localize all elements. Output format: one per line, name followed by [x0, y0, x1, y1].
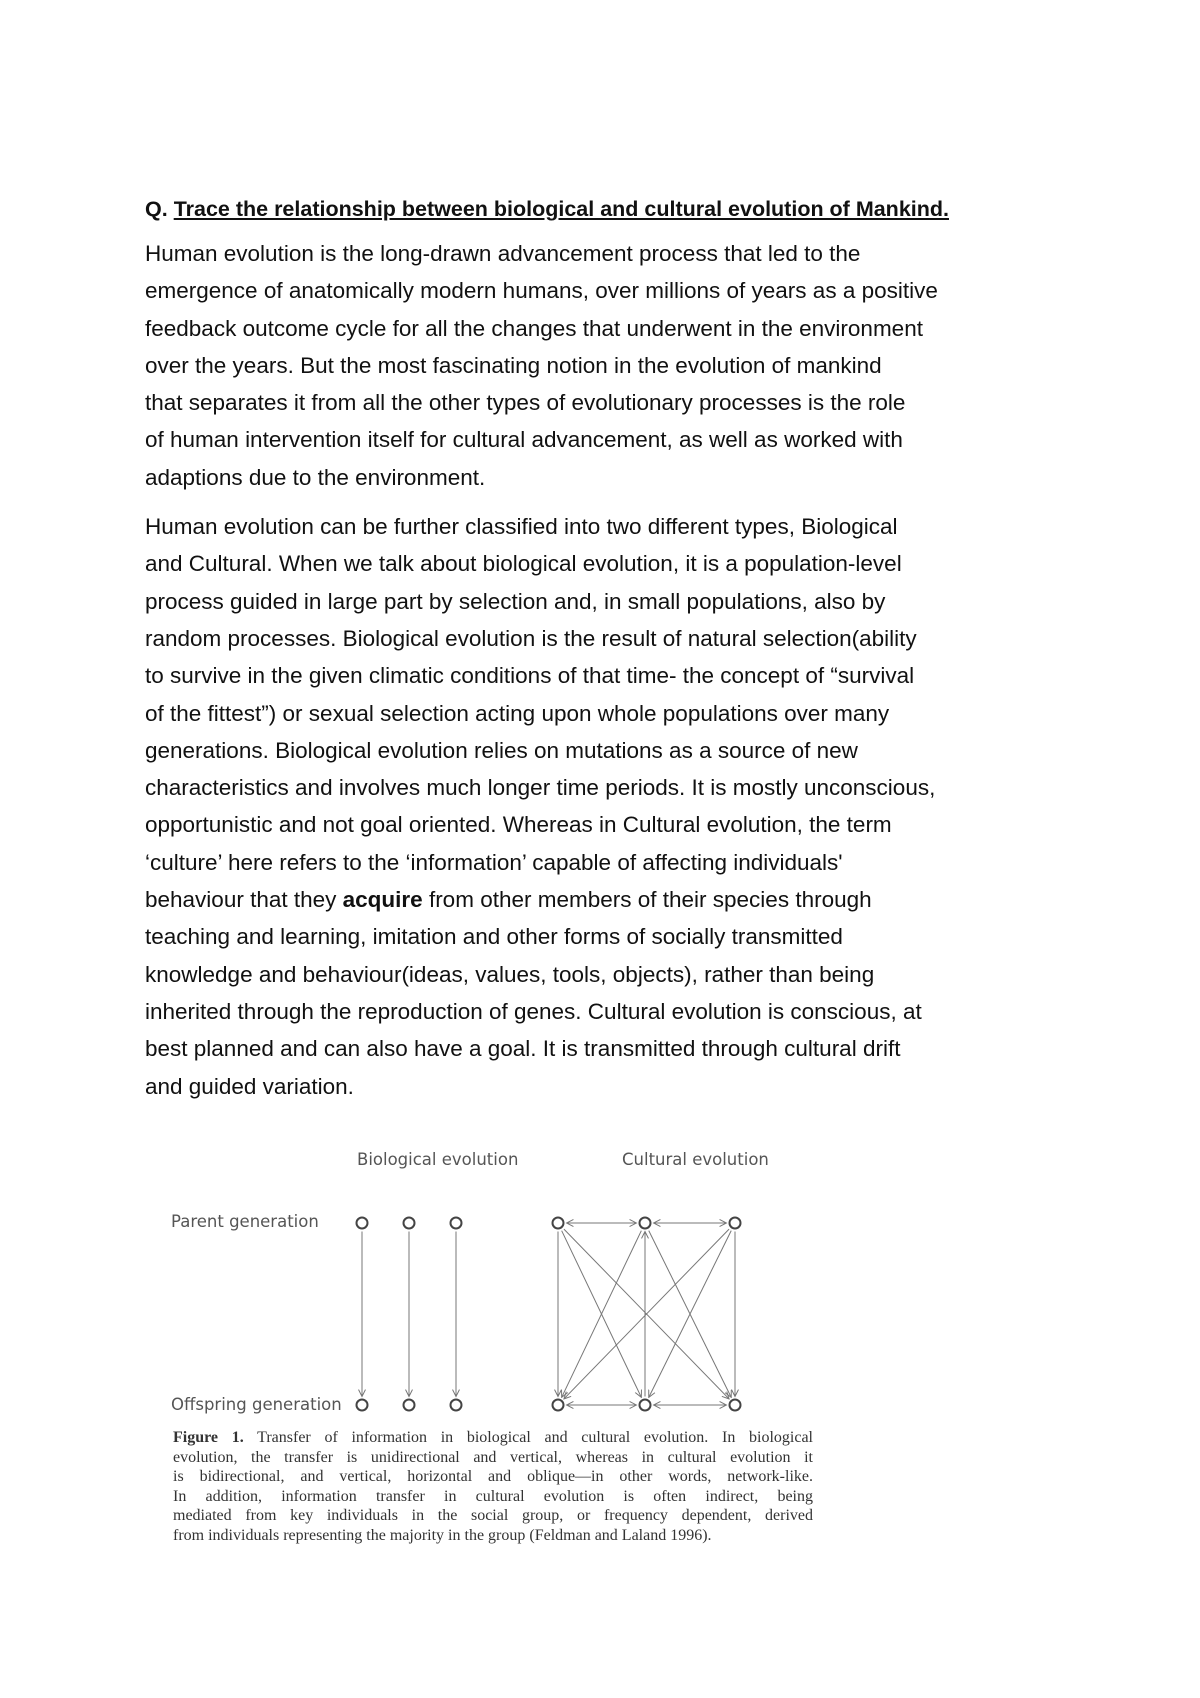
paragraph-types — [145, 508, 1065, 1105]
bold-term: acquire — [342, 887, 423, 913]
paragraph-line: ‘culture’ here refers to the ‘information’ capable of affecting individuals' — [145, 849, 843, 875]
question-heading — [145, 195, 1065, 223]
bio-parent-node — [451, 1218, 462, 1229]
paragraph-line: of human intervention itself for cultural advancement, as well as worked with — [145, 427, 903, 453]
cult-offspring-node — [553, 1400, 564, 1411]
paragraph-line: of the fittest”) or sexual selection acting upon whole populations over many — [145, 700, 890, 726]
bio-parent-node — [404, 1218, 415, 1229]
cultural-arrows — [558, 1223, 735, 1405]
caption-line: from individuals representing the majority in the group (Feldman and Laland 1996). — [173, 1526, 712, 1544]
text-run: behaviour that they — [145, 887, 343, 913]
text-run: from other members of their species through — [422, 887, 872, 913]
cult-parent-node — [730, 1218, 741, 1229]
cult-parent-node — [553, 1218, 564, 1229]
paragraph-line: inherited through the reproduction of genes. Cultural evolution is conscious, at — [145, 998, 922, 1024]
heading-cultural: Cultural evolution — [622, 1150, 769, 1169]
label-parent-generation: Parent generation — [171, 1212, 319, 1231]
question-text: Trace the relationship between biological and cultural evolution of Mankind. — [173, 197, 949, 221]
paragraph-line: opportunistic and not goal oriented. Whereas in Cultural evolution, the term — [145, 812, 892, 838]
document-body — [145, 195, 1065, 1117]
paragraph-line: and guided variation. — [145, 1073, 354, 1099]
label-offspring-generation: Offspring generation — [171, 1395, 342, 1414]
paragraph-line: adaptions due to the environment. — [145, 464, 486, 490]
paragraph-intro — [145, 235, 1065, 496]
figure-caption — [173, 1428, 813, 1545]
cult-offspring-node — [730, 1400, 741, 1411]
paragraph-line-with-bold — [145, 881, 1065, 918]
bio-parent-node — [357, 1218, 368, 1229]
caption-line: In addition, information transfer in cultural evolution is often indirect, being — [173, 1487, 813, 1505]
paragraph-line: process guided in large part by selection and, in small populations, also by — [145, 588, 886, 614]
paragraph-line: Human evolution can be further classified into two different types, Biological — [145, 514, 898, 540]
paragraph-line: characteristics and involves much longer time periods. It is mostly unconscious, — [145, 775, 936, 801]
paragraph-line: random processes. Biological evolution is the result of natural selection(ability — [145, 625, 917, 651]
paragraph-line: best planned and can also have a goal. It is transmitted through cultural drift — [145, 1036, 901, 1062]
caption-text: Transfer of information in biological and cultural evolution. In biological — [243, 1429, 814, 1446]
caption-line: is bidirectional, and vertical, horizontal and oblique—in other words, network-like. — [173, 1468, 813, 1485]
biological-arrows — [362, 1232, 456, 1397]
cult-offspring-node — [640, 1400, 651, 1411]
question-prefix: Q. — [145, 197, 168, 221]
bio-offspring-node — [404, 1400, 415, 1411]
paragraph-line: generations. Biological evolution relies on mutations as a source of new — [145, 737, 858, 763]
heading-biological: Biological evolution — [357, 1150, 519, 1169]
transfer-diagram — [160, 1135, 820, 1435]
generation-nodes — [357, 1218, 741, 1411]
paragraph-line: that separates it from all the other types of evolutionary processes is the role — [145, 390, 906, 416]
caption-line: mediated from key individuals in the social group, or frequency dependent, derived — [173, 1507, 813, 1524]
paragraph-line: teaching and learning, imitation and other forms of socially transmitted — [145, 924, 843, 950]
paragraph-line: to survive in the given climatic conditions of that time- the concept of “survival — [145, 663, 915, 689]
bio-offspring-node — [451, 1400, 462, 1411]
caption-line: evolution, the transfer is unidirectional and vertical, whereas in cultural evolution it — [173, 1448, 813, 1466]
paragraph-line: knowledge and behaviour(ideas, values, tools, objects), rather than being — [145, 961, 875, 987]
paragraph-line: Human evolution is the long-drawn advancement process that led to the — [145, 241, 861, 266]
paragraph-line: and Cultural. When we talk about biological evolution, it is a population-level — [145, 551, 902, 577]
caption-label: Figure 1. — [173, 1429, 244, 1446]
paragraph-line: emergence of anatomically modern humans, over millions of years as a positive — [145, 278, 938, 304]
paragraph-line: over the years. But the most fascinating notion in the evolution of mankind — [145, 352, 882, 378]
caption-line — [173, 1428, 813, 1448]
bio-offspring-node — [357, 1400, 368, 1411]
paragraph-line: feedback outcome cycle for all the changes that underwent in the environment — [145, 315, 923, 341]
cult-parent-node — [640, 1218, 651, 1229]
